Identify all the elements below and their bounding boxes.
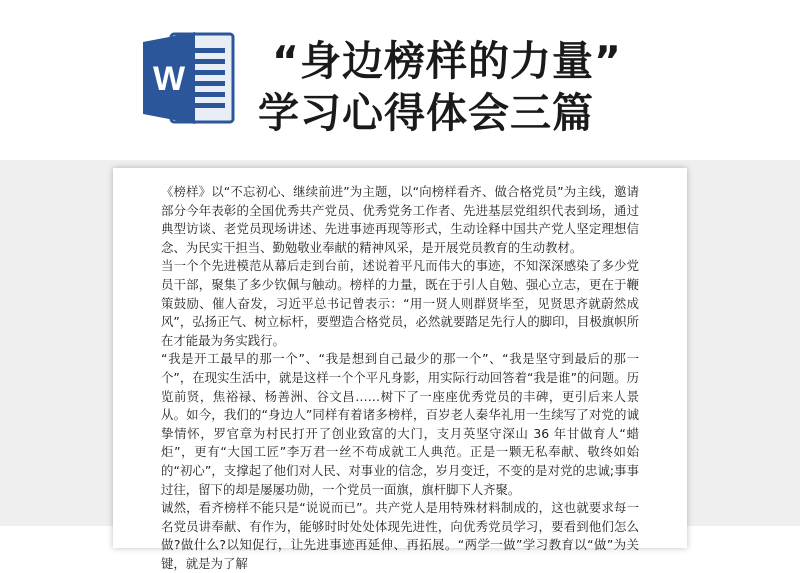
document-page (113, 168, 687, 571)
word-document-icon (141, 28, 237, 128)
word-icon-letter: W (152, 60, 186, 98)
paragraph-2: 当一个个先进模范从幕后走到台前，述说着平凡而伟大的事迹，不知深深感染了多少党员干部，聚集了多少钦佩与触动。榜样的力量，既在于引人自勉、强心立志，更在于鞭策鼓励、催人奋发，习近平总书记曾表示：“用一贤人则群贤毕至，见贤思齐就蔚然成风”，弘扬正气、树立标杆，要塑造合格党员，必然就要踏足先行人的脚印，目极旗帜所在才能最为务实践行。 (161, 258, 639, 348)
header-banner (0, 0, 800, 160)
document-body (161, 183, 639, 573)
paragraph-1: 《榜样》以“不忘初心、继续前进”为主题，以“向榜样看齐、做合格党员”为主线，邀请部分今年表彰的全国优秀共产党员、优秀党务工作者、先进基层党组织代表到场，通过典型访谈、老党员现场讲述、先进事迹再现等形式，生动诠释中国共产党人坚定理想信念、为民实干担当、勤勉敬业奉献的精神风采，是开展党员教育的生动教材。 (161, 184, 639, 255)
paragraph-3: “我是开工最早的那一个”、“我是想到自己最少的那一个”、“我是坚守到最后的那一个”，在现实生活中，就是这样一个个平凡身影，用实际行动回答着“我是谁”的问题。历览前贤，焦裕禄、杨善洲、谷文昌……树下了一座座优秀党员的丰碑，更引后来人景从。如今，我们的“身边人”同样有着诸多榜样，百岁老人秦华礼用一生续写了对党的诚挚情怀，罗官章为村民打开了创业致富的大门，支月英坚守深山 36 年甘做育人“蜡炬”，更有“大国工匠”李万君一丝不苟成就工人典范。正是一颗无私奉献、敬终如始的“初心”，支撑起了他们对人民、对事业的信念，岁月变迁，不变的是对党的忠诚;事事过往，留下的却是屡屡功勋，一个党员一面旗，旗杆脚下人齐聚。 (161, 351, 639, 497)
document-title-line2: 学习心得体会三篇 (258, 89, 594, 137)
paragraph-4: 诚然，看齐榜样不能只是“说说而已”。共产党人是用特殊材料制成的，这也就要求每一名党员讲奉献、有作为，能够时时处处体现先进性，向优秀党员学习，要看到他们怎么做?做什么?以知促行，让先进事迹再延伸、再拓展。“两学一做”学习教育以“做”为关键，就是为了解 (161, 500, 639, 571)
document-title-line1: “身边榜样的力量” (272, 37, 622, 85)
